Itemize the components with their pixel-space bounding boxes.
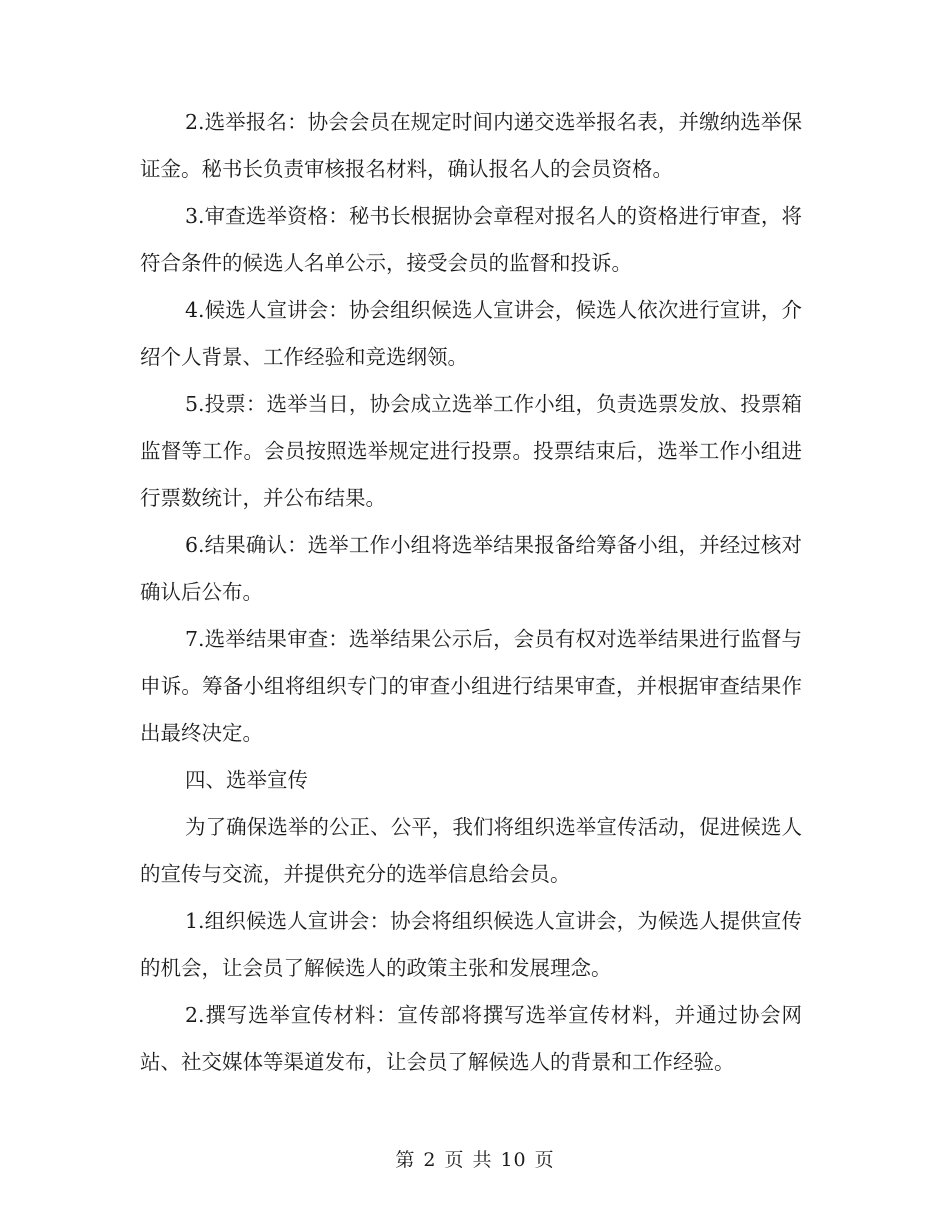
footer-suffix: 页 (534, 1149, 555, 1171)
paragraph-item: 为了确保选举的公正、公平，我们将组织选举宣传活动，促进候选人的宣传与交流，并提供充分的选举信息给会员。 (140, 815, 802, 886)
paragraph-item: 3.审查选举资格：秘书长根据协会章程对报名人的资格进行审查，将符合条件的候选人名单公示，接受会员的监督和投诉。 (140, 204, 802, 275)
paragraph-item: 5.投票：选举当日，协会成立选举工作小组，负责选票发放、投票箱监督等工作。会员按照选举规定进行投票。投票结束后，选举工作小组进行票数统计，并公布结果。 (140, 392, 802, 510)
footer-prefix: 第 (395, 1149, 416, 1171)
paragraph-item: 2.选举报名：协会会员在规定时间内递交选举报名表，并缴纳选举保证金。秘书长负责审核报名材料，确认报名人的会员资格。 (140, 110, 802, 181)
footer-page-word: 页 (444, 1149, 465, 1171)
paragraph-item: 1.组织候选人宣讲会：协会将组织候选人宣讲会，为候选人提供宣传的机会，让会员了解候选人的政策主张和发展理念。 (140, 909, 802, 980)
footer-total-label: 共 (472, 1149, 493, 1171)
paragraph-item: 6.结果确认：选举工作小组将选举结果报备给筹备小组，并经过核对确认后公布。 (140, 533, 802, 604)
paragraph-item: 7.选举结果审查：选举结果公示后，会员有权对选举结果进行监督与申诉。筹备小组将组织专门的审查小组进行结果审查，并根据审查结果作出最终决定。 (140, 627, 802, 745)
paragraph-item: 2.撰写选举宣传材料：宣传部将撰写选举宣传材料，并通过协会网站、社交媒体等渠道发布，让会员了解候选人的背景和工作经验。 (140, 1003, 802, 1074)
footer-page-number: 2 (423, 1149, 437, 1171)
page-footer (0, 1145, 950, 1172)
paragraph-item: 4.候选人宣讲会：协会组织候选人宣讲会，候选人依次进行宣讲，介绍个人背景、工作经验和竞选纲领。 (140, 298, 802, 369)
section-heading: 四、选举宣传 (185, 768, 308, 792)
body-text (140, 99, 802, 1086)
footer-total-pages: 10 (500, 1149, 527, 1171)
